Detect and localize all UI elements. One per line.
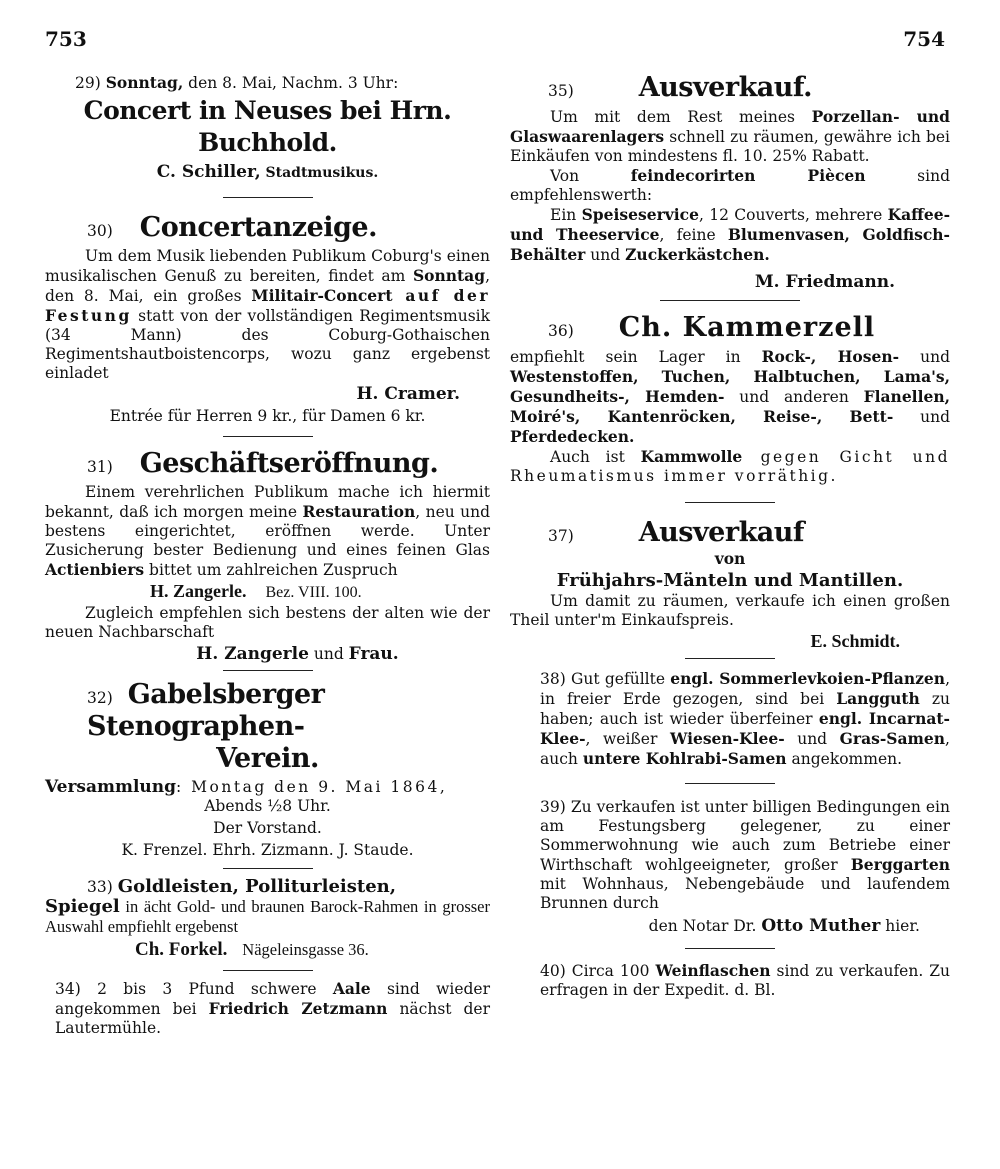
ad-37-header <box>510 517 950 549</box>
page-number-left: 753 <box>45 27 87 51</box>
divider <box>685 502 775 503</box>
ad-30 <box>45 212 490 426</box>
ad-30-signature: H. Cramer. <box>356 384 460 404</box>
ad-number: 32) <box>87 689 113 707</box>
ad-31 <box>45 448 490 664</box>
ad-35-signature: M. Friedmann. <box>754 272 895 292</box>
ad-31-emph: Restauration <box>302 502 416 521</box>
ad-31-text: , neu und bestens eingerichtet, eröffnen werde. Unter Zusicherung bester Bedienung und eines feinen Glas <box>45 503 491 559</box>
ad-39 <box>510 798 950 936</box>
ad-35 <box>510 72 950 292</box>
ad-number: 40) <box>540 962 566 980</box>
ad-36-header <box>510 312 950 344</box>
ad-number: 35) <box>548 82 574 100</box>
ad-31-body <box>45 483 490 580</box>
ad-31-signature-2 <box>45 645 490 664</box>
ad-35-text: , feine <box>659 226 728 244</box>
ad-39-text: Zu verkaufen ist unter billigen Bedingungen ein am Festungsberg gelegener, zu einer Sommerwohnung wie auch zum Betriebe einer Wirthschaft wohlgeeigneter, großer <box>540 798 950 874</box>
ad-36-text: und <box>899 348 950 366</box>
ad-39-text: hier. <box>880 917 920 935</box>
ad-35-text: , 12 Couverts, mehrere <box>698 206 888 224</box>
ad-32 <box>45 679 490 860</box>
ad-39-body <box>510 798 950 913</box>
ad-33-sig-name: Ch. Forkel. <box>135 939 228 960</box>
ad-31-sig2-frau: Frau. <box>348 644 399 664</box>
ad-38-text: , auch <box>540 730 950 768</box>
ad-32-meeting-label: Versammlung <box>45 777 177 797</box>
right-column <box>510 60 950 1000</box>
ad-38-emph: untere Kohlrabi-Samen <box>582 749 787 768</box>
ad-38 <box>510 669 950 769</box>
ad-36-body-2 <box>510 447 950 486</box>
divider <box>223 670 313 671</box>
ad-29-sig-title: Stadtmusikus. <box>260 165 379 181</box>
ad-40-emph: Weinflaschen <box>655 961 771 980</box>
ad-31-sig-addr: Bez. VIII. 100. <box>265 584 362 601</box>
ad-32-heading-2: Verein. <box>216 743 319 774</box>
divider <box>223 970 313 971</box>
ad-36-emph: Flanellen, Moiré's, Kantenröcken, Reise-, Bett- <box>510 387 950 426</box>
ad-30-emph: auf der Festung <box>45 286 490 325</box>
ad-30-emph: Militair-Concert <box>251 286 393 305</box>
ad-33-emph: Goldleisten, Polliturleisten, <box>117 876 397 897</box>
ad-38-emph: engl. Sommerlevkoien-Pflanzen <box>670 669 946 688</box>
ad-30-header <box>45 212 490 244</box>
ad-35-emph: Kaffee- und Theeservice <box>510 205 951 244</box>
ad-32-time: Abends ½8 Uhr. <box>204 797 331 815</box>
ad-36-emph: Pferdedecken. <box>510 427 635 446</box>
ad-34-body <box>45 979 490 1038</box>
ad-36-emph: Kammwolle <box>640 447 743 466</box>
ad-34-text: nächst der Lautermühle. <box>55 1000 491 1037</box>
ad-35-heading: Ausverkauf. <box>638 72 812 103</box>
ad-35-text: Ein <box>550 206 582 224</box>
ad-40-text: sind zu verkaufen. Zu erfragen in der Expedit. d. Bl. <box>540 962 951 999</box>
ad-32-heading: Gabelsberger Stenographen- <box>87 679 325 742</box>
ad-35-emph: feindecorirten Piècen <box>630 166 866 185</box>
ad-35-text: Um mit dem Rest meines <box>550 108 812 126</box>
ad-31-text: bittet um zahlreichen Zuspruch <box>144 561 398 579</box>
ad-36 <box>510 312 950 486</box>
ad-33-body-2 <box>45 897 490 937</box>
ad-37-sig-name: E. Schmidt. <box>810 631 900 651</box>
divider <box>223 868 313 869</box>
ad-37-signature <box>510 632 950 652</box>
ad-33-emph: Spiegel <box>45 896 120 917</box>
divider <box>660 300 800 301</box>
ad-37 <box>510 517 950 652</box>
ad-29-day: Sonntag, <box>105 73 184 92</box>
ad-32-names: K. Frenzel. Ehrh. Zizmann. J. Staude. <box>121 841 414 859</box>
ad-34 <box>45 979 490 1038</box>
ad-38-emph: engl. Incarnat-Klee- <box>540 709 950 748</box>
ad-30-body <box>45 247 490 383</box>
ad-35-text: schnell zu räumen, gewähre ich bei Einkäufen von mindestens fl. 10. 25% Rabatt. <box>510 128 950 165</box>
ad-34-text: 2 bis 3 Pfund schwere <box>80 980 333 998</box>
ad-31-emph: Actienbiers <box>45 560 145 579</box>
ad-39-text: den Notar Dr. <box>648 917 762 935</box>
ad-35-emph: Porzellan- und Glaswaarenlagers <box>510 107 950 146</box>
ad-34-emph: Aale <box>332 979 371 998</box>
ad-35-text: sind empfehlenswerth: <box>510 167 951 204</box>
ad-31-sig2-and: und <box>308 645 349 663</box>
ad-35-text: Von <box>550 167 631 185</box>
ad-number: 39) <box>540 798 566 816</box>
ad-37-body: Um damit zu räumen, verkaufe ich einen großen Theil unter'm Einkaufspreis. <box>510 592 950 629</box>
ad-35-emph: Zuckerkästchen. <box>625 245 770 264</box>
ad-35-emph: Speiseservice <box>581 205 699 224</box>
ad-29-sig-name: C. Schiller, <box>156 162 261 182</box>
ad-38-emph: Langguth <box>836 689 920 708</box>
ad-32-header <box>45 679 490 743</box>
ad-31-text: Einem verehrlichen Publikum mache ich hiermit bekannt, daß ich morgen meine <box>45 483 490 521</box>
ad-37-subheading: Frühjahrs-Mänteln und Mantillen. <box>556 570 904 591</box>
ad-36-text: empfiehlt sein Lager in <box>510 348 762 366</box>
ad-33-sig-addr: Nägeleinsgasse 36. <box>242 940 369 959</box>
ad-38-text: angekommen. <box>786 750 903 768</box>
ad-35-text: und <box>585 246 626 264</box>
ad-36-text: gegen Gicht und Rheumatismus immer vorräthig. <box>510 448 950 485</box>
ad-34-emph: Friedrich Zetzmann <box>208 999 388 1018</box>
ad-33-text: in ächt Gold- und braunen Barock-Rahmen in grosser Auswahl empfiehlt ergebenst <box>45 897 490 936</box>
ad-35-emph: Blumenvasen, Goldfisch-Behälter <box>510 225 950 264</box>
ad-33 <box>45 877 490 960</box>
divider <box>685 783 775 784</box>
ad-39-sig-name: Otto Muther <box>761 916 881 936</box>
ad-31-sig2-name: H. Zangerle <box>196 644 309 664</box>
ad-31-signature <box>45 582 490 602</box>
ad-35-body-3 <box>510 205 950 265</box>
ad-33-signature <box>45 940 490 960</box>
ad-36-emph: Rock-, Hosen- <box>761 347 900 366</box>
page-number-right: 754 <box>903 27 945 51</box>
ad-38-emph: Wiesen-Klee- <box>669 729 785 748</box>
ad-40 <box>510 961 950 1000</box>
ad-33-body <box>45 877 490 897</box>
ad-36-text: und anderen <box>724 388 864 406</box>
ad-37-heading: Ausverkauf <box>638 517 805 548</box>
ad-29 <box>45 73 490 183</box>
ad-32-meeting-date: : Montag den 9. Mai 1864, <box>176 778 448 796</box>
ad-number: 37) <box>548 527 574 545</box>
divider <box>223 436 313 437</box>
ad-39-text: mit Wohnhaus, Nebengebäude und laufendem Brunnen durch <box>540 875 950 912</box>
ad-number: 30) <box>87 222 113 240</box>
ad-34-text: sind wieder angekommen bei <box>55 980 490 1018</box>
ad-38-body <box>510 669 950 769</box>
ad-35-body <box>510 107 950 166</box>
ad-30-text: Um dem Musik liebenden Publikum Coburg's einen musikalischen Genuß zu bereiten, findet am <box>45 247 490 285</box>
ad-30-text: , den 8. Mai, ein großes <box>45 267 490 305</box>
ad-36-body <box>510 347 950 447</box>
ad-30-entree: Entrée für Herren 9 kr., für Damen 6 kr. <box>109 407 426 425</box>
ad-38-text: , weißer <box>585 730 670 748</box>
ad-35-body-2 <box>510 166 950 205</box>
left-column <box>45 60 490 1038</box>
ad-38-text: , in freier Erde gezogen, sind bei <box>540 670 950 708</box>
divider <box>223 197 313 198</box>
ad-29-signature <box>45 163 490 183</box>
ad-37-von: von <box>714 549 746 568</box>
ad-32-meeting <box>45 778 490 797</box>
divider <box>685 658 775 659</box>
ad-39-emph: Berggarten <box>850 855 950 874</box>
ad-number: 31) <box>87 458 113 476</box>
ad-38-text: Gut gefüllte <box>565 670 671 688</box>
ad-number: 36) <box>548 322 574 340</box>
ad-39-signature <box>510 917 950 936</box>
ad-31-header <box>45 448 490 480</box>
ad-30-text: statt von der vollständigen Regimentsmusik (34 Mann) des Coburg-Gothaischen Regimentshautboistencorps, wozu ganz ergebenst einladet <box>45 307 490 382</box>
ad-31-heading: Geschäftseröffnung. <box>139 448 439 479</box>
ad-30-emph: Sonntag <box>412 266 486 285</box>
ad-number: 33) <box>87 878 113 896</box>
ad-35-header <box>510 72 950 104</box>
ad-29-time: den 8. Mai, Nachm. 3 Uhr: <box>183 74 399 92</box>
divider <box>685 948 775 949</box>
ad-40-body <box>510 961 950 1000</box>
ad-31-body-2: Zugleich empfehlen sich bestens der alten wie der neuen Nachbarschaft <box>45 604 490 641</box>
ad-number: 29) <box>75 74 101 92</box>
ad-number: 38) <box>540 670 566 688</box>
ad-36-emph: Westenstoffen, Tuchen, Halbtuchen, Lama's, Gesundheits-, Hemden- <box>510 367 950 406</box>
ad-40-text: Circa 100 <box>565 962 656 980</box>
ad-29-intro <box>45 73 490 93</box>
ad-30-heading: Concertanzeige. <box>139 212 378 243</box>
ad-29-title: Concert in Neuses bei Hrn. Buchhold. <box>83 96 452 157</box>
ad-31-sig-name: H. Zangerle. <box>150 581 247 601</box>
ad-36-heading: Ch. Kammerzell <box>618 312 876 343</box>
ad-36-text: und <box>893 408 950 426</box>
ad-36-text: Auch ist <box>550 448 641 466</box>
ad-32-board: Der Vorstand. <box>213 819 322 837</box>
ad-38-text: und <box>784 730 840 748</box>
ad-38-emph: Gras-Samen <box>839 729 946 748</box>
ad-number: 34) <box>55 980 81 998</box>
ad-38-text: zu haben; auch ist wieder überfeiner <box>540 690 951 728</box>
